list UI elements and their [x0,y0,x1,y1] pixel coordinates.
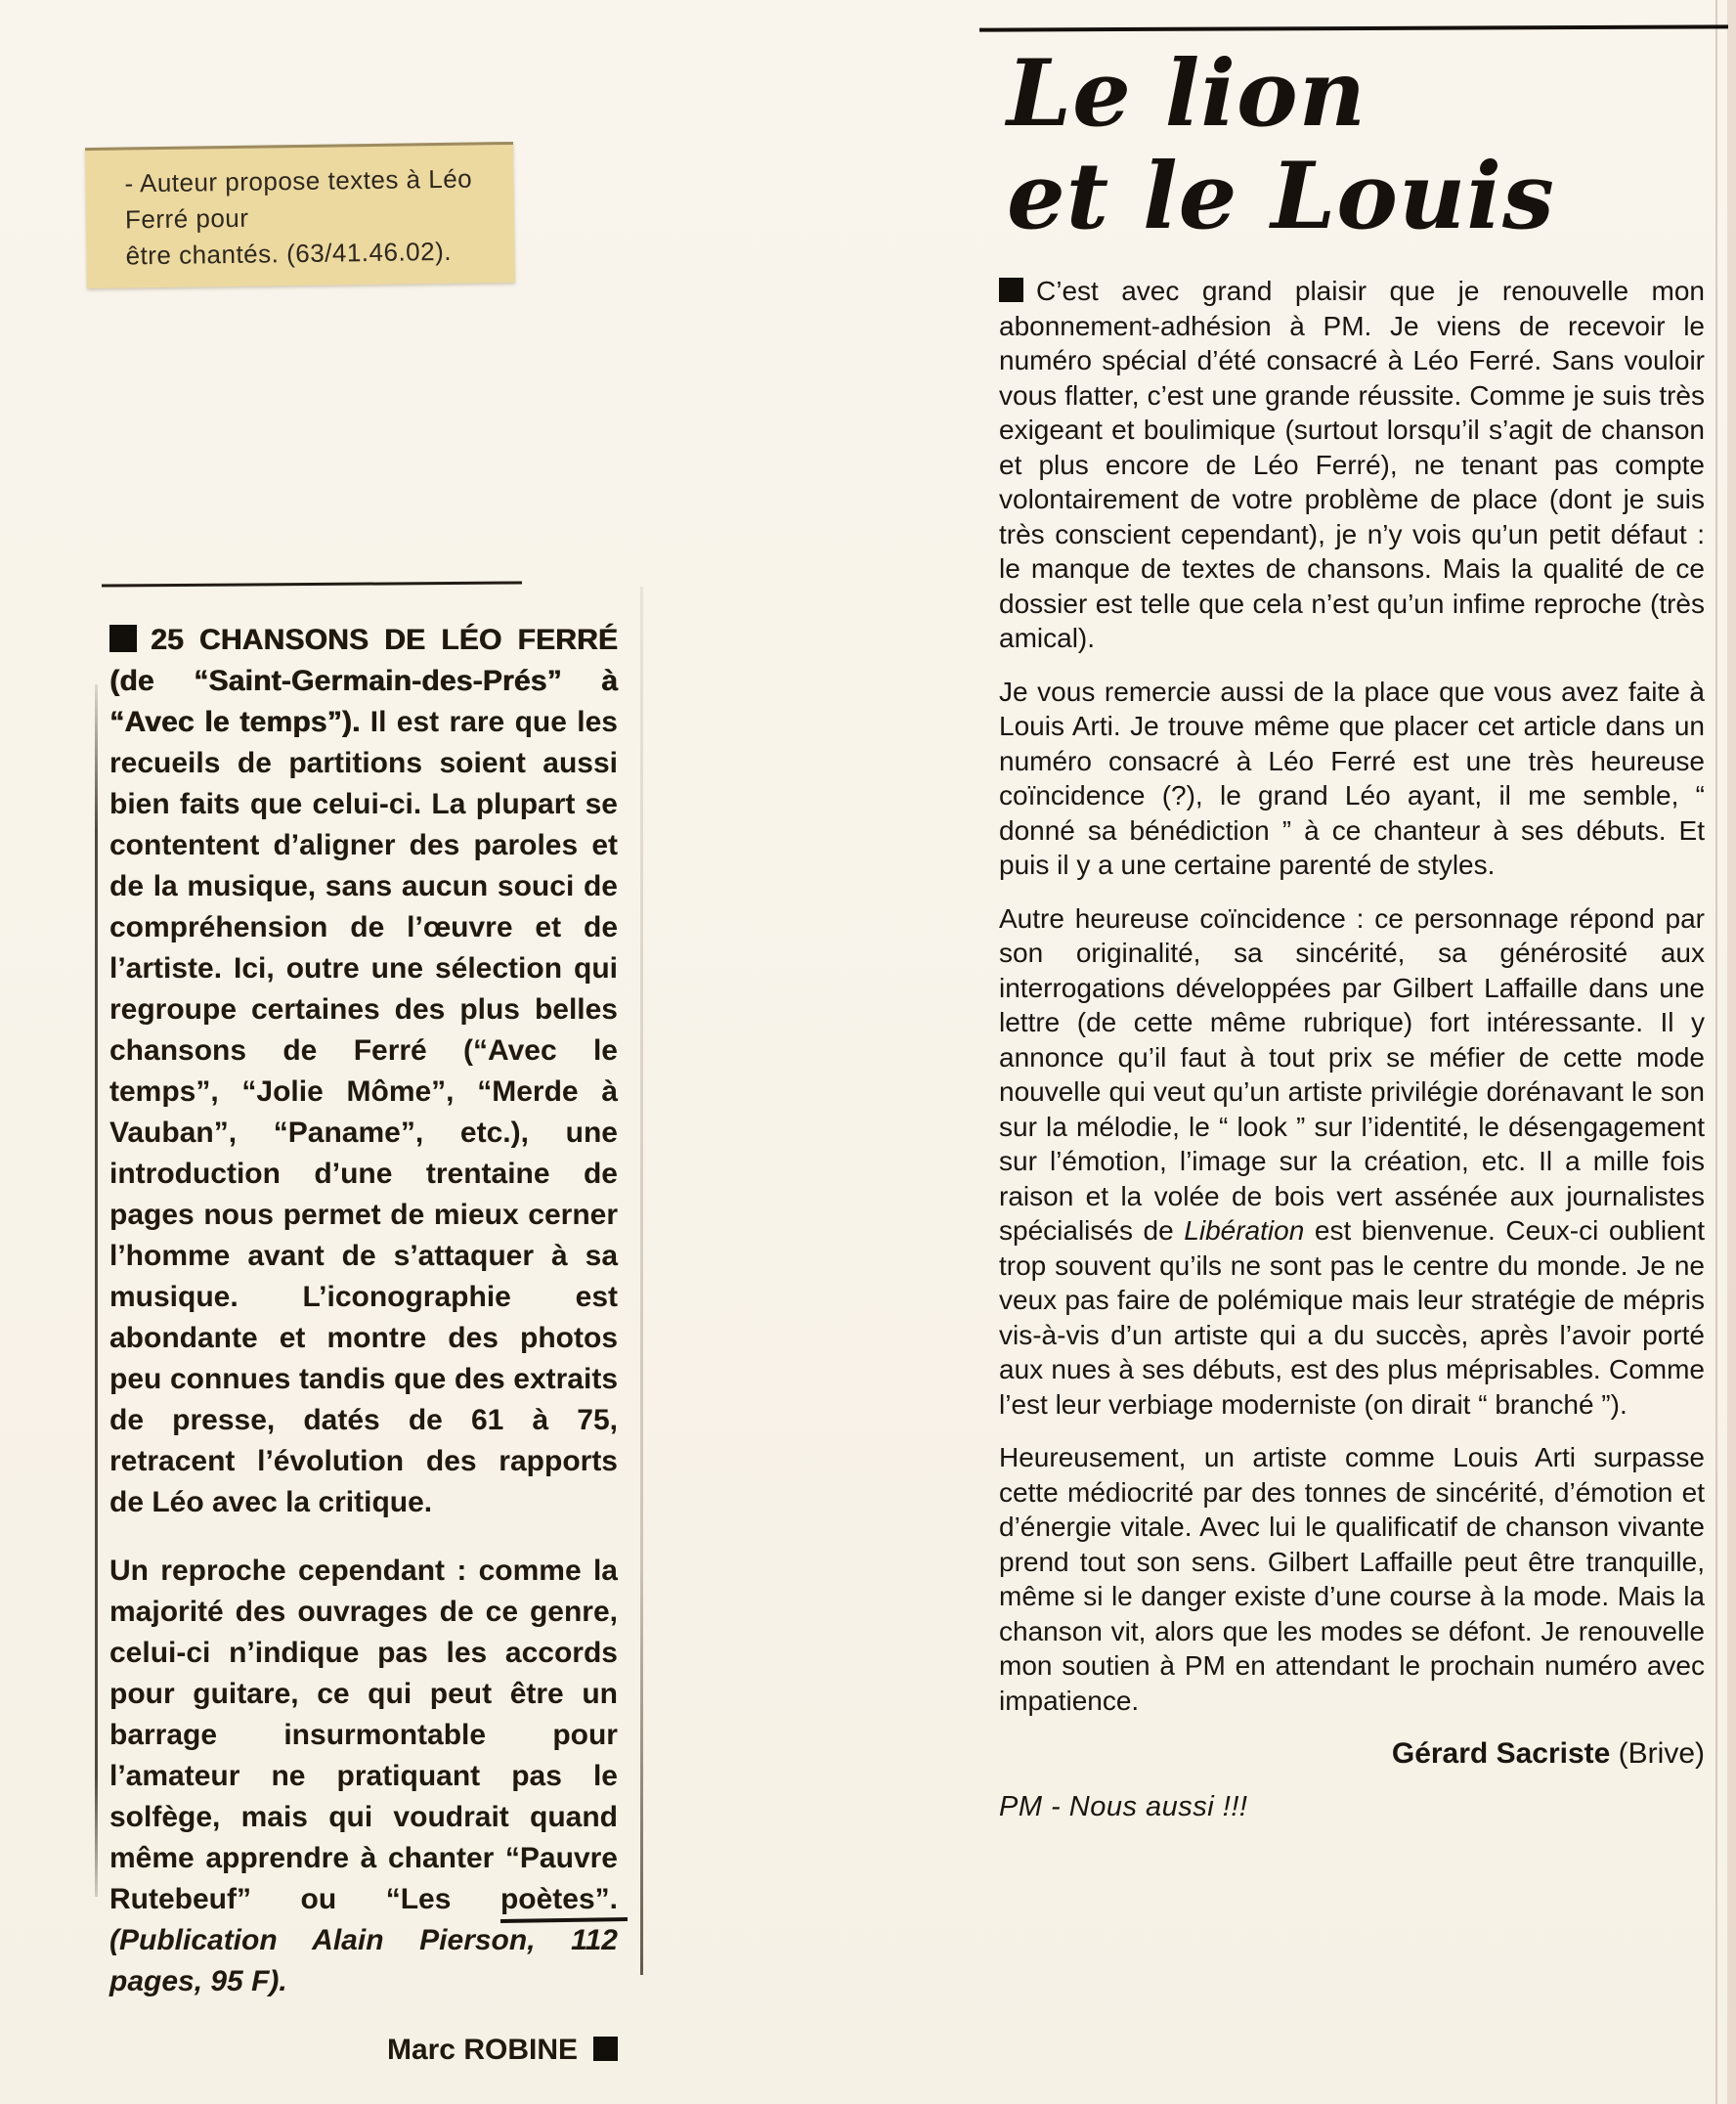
note-clipping [85,142,515,288]
letter-paragraph-4 [999,1440,1705,1718]
review-publication-note: (Publication Alain Pierson, 112 pages, 95 F). [109,1924,618,1997]
letter-author-name: Gérard Sacriste [1391,1737,1611,1770]
review-right-edge [640,587,643,1975]
review-author-name: Marc ROBINE [386,2034,578,2066]
square-marker-icon [999,278,1023,302]
letter-journal-name: Libération [1184,1215,1305,1246]
letter-paragraph-3 [999,901,1705,1423]
review-left-edge [95,684,98,1897]
review-article [109,620,618,2098]
review-paragraph-1-text: Il est rare que les recueils de partitions soient aussi bien faits que celui-ci. La plupart se contentent d’aligner des paroles et de la musique, sans aucun souci de compréhension de l’œuvre et de l’artiste. Ici, outre une sélection qui regroupe certaines des plus belles chansons de Ferré (“Avec le temps”, “Jolie Môme”, “Merde à Vauban”, “Paname”, etc.), une introduction d’une trentaine de pages nous permet de mieux cerner l’homme avant de s’attaquer à sa musique. L’iconographie est abondante et montre des photos peu connues tandis que des extraits de presse, datés de 61 à 75, retracent l’évolution des rapports de Léo avec la critique. [109,706,618,1518]
review-paragraph-2-text: Un reproche cependant : comme la majorité des ouvrages de ce genre, celui-ci n’indique pas les accords pour guitare, ce qui peut être un barrage insurmontable pour l’amateur ne pratiquant pas le solfège, mais qui voudrait quand même apprendre à chanter “Pauvre Rutebeuf” ou “Les poètes”. [109,1555,618,1915]
review-paragraph-1 [109,620,618,1523]
review-paragraph-2 [109,1551,618,2002]
review-top-rule [102,581,522,587]
square-marker-icon [593,2037,618,2061]
letter-paragraph-1-text: C’est avec grand plaisir que je renouvelle mon abonnement-adhésion à PM. Je viens de recevoir le numéro spécial d’été consacré à Léo Ferré. Sans vouloir vous flatter, c’est une grande réussite. Comme je suis très exigeant et boulimique (surtout lorsqu’il s’agit de chanson et plus encore de Léo Ferré), ne tenant pas compte volontairement de votre problème de place (dont je suis très conscient cependant), je n’y vois qu’un petit défaut : le manque de textes de chansons. Mais la qualité de ce dossier est telle que cela n’est qu’un infime reproche (très amical). [999,276,1705,653]
letter-title-line-1: Le lion [1007,40,1367,148]
letter-paragraph-2-text: Je vous remercie aussi de la place que vous avez faite à Louis Arti. Je trouve même que placer cet article dans un numéro consacré à Léo Ferré est une très heureuse coïncidence (?), le grand Léo ayant, il me semble, “ donné sa bénédiction ” à ce chanteur à ses débuts. Et puis il y a une certaine parenté de styles. [999,676,1705,880]
letter-top-rule [979,24,1728,31]
square-marker-icon [109,625,137,652]
paper-edge-strip [1727,0,1736,2104]
letter-paragraph-1 [999,274,1705,656]
paper-edge-line [1715,0,1717,2104]
letter-paragraph-3-text-b: est bienvenue. Ceux-ci oublient trop souvent qu’ils ne sont pas le centre du monde. Je ne veux pas faire de polémique mais leur stratégie de mépris vis-à-vis d’un artiste qui a du succès, après l’avoir porté aux nues à ses débuts, est des plus méprisables. Comme l’est leur verbiage moderniste (on dirait “ branché ”). [999,1215,1706,1420]
review-lead-title: 25 CHANSONS DE LÉO FERRÉ (de “Saint-Germain-des-Prés” à “Avec le temps”). [109,624,618,738]
letter-title [1007,40,1555,251]
review-signature [109,2030,618,2071]
letter-author-location: (Brive) [1610,1737,1705,1770]
letter-paragraph-4-text: Heureusement, un artiste comme Louis Arti surpasse cette médiocrité par des tonnes de sincérité, d’émotion et d’énergie vitale. Avec lui le qualificatif de chanson vivante prend tout son sens. Gilbert Laffaille peut être tranquille, même si le danger existe d’une course à la mode. Mais la chanson vit, alors que les modes se défont. Je renouvelle mon soutien à PM en attendant le prochain numéro avec impatience. [999,1442,1705,1716]
letter-paragraph-3-text-a: Autre heureuse coïncidence : ce personnage répond par son originalité, sa sincérité, sa générosité aux interrogations développées par Gilbert Laffaille dans une lettre (de cette même rubrique) fort intéressante. Il y annonce qu’il faut à tout prix se méfier de cette mode nouvelle qui veut qu’un artiste privilégie dorénavant le son sur la mélodie, le “ look ” sur l’identité, le désengagement sur l’émotion, l’image sur la création, etc. Il a mille fois raison et la volée de bois vert assénée aux journalistes spécialisés de [999,902,1705,1246]
letter-title-line-2: et le Louis [1007,143,1555,251]
note-clipping-text: - Auteur propose textes à Léo Ferré pour être chantés. (63/41.46.02). [124,163,473,271]
letter-paragraph-2 [999,675,1705,883]
letter-signature [999,1736,1705,1772]
editor-reply: PM - Nous aussi !!! [999,1790,1248,1822]
letter-article [999,274,1705,1843]
